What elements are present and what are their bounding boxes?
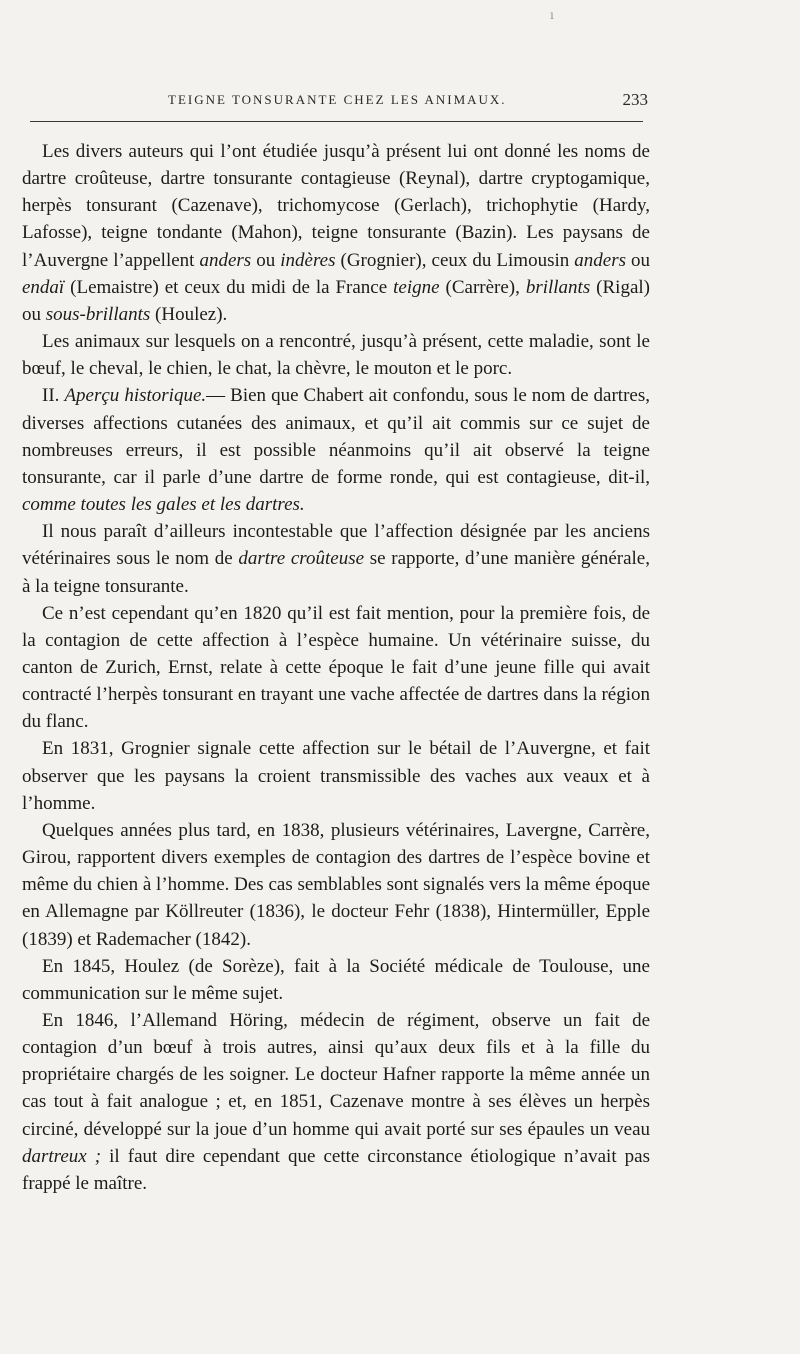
page-number: 233	[622, 90, 648, 109]
italic-text: dartreux ;	[22, 1145, 102, 1167]
text-run: (Houlez).	[150, 303, 228, 325]
text-run: Les divers auteurs qui l’ont étudiée jusqu’à présent lui ont donné les noms de dartre croûteuse, dartre tonsurante contagieuse (Reynal), dartre cryptogamique, herpès tonsurant (Cazenave), trichomycose (Gerlach), trichophytie (Hardy, Lafosse), teigne tondante (Mahon), teigne tonsurante (Bazin). Les paysans de l’Auvergne l’appellent	[22, 141, 650, 271]
italic-text: endaï	[22, 276, 65, 298]
italic-text: sous-brillants	[45, 303, 151, 325]
text-run: ou	[251, 249, 281, 271]
text-run: se rapporte, d’une manière générale, à la teigne tonsurante.	[22, 548, 650, 597]
italic-text: anders	[574, 249, 626, 271]
text-run: il faut dire cependant que cette circonstance étiologique n’avait pas frappé le maître.	[22, 1145, 650, 1194]
text-run: (Carrère),	[439, 276, 526, 298]
text-run: En 1831, Grognier signale cette affection sur le bétail de l’Auvergne, et fait observer que les paysans la croient transmissible des vaches aux veaux et à l’homme.	[22, 738, 650, 814]
text-run: Quelques années plus tard, en 1838, plusieurs vétérinaires, Lavergne, Carrère, Girou, rapportent divers exemples de contagion des dartres de l’espèce bovine et même du chien à l’homme. Des cas semblables sont signalés vers la même époque en Allemagne par Köllreuter (1836), le docteur Fehr (1838), Hintermüller, Epple (1839) et Rademacher (1842).	[22, 819, 650, 950]
italic-text: comme toutes les gales et les dartres.	[22, 494, 305, 516]
paragraph	[22, 735, 650, 816]
paragraph	[22, 328, 650, 382]
paragraph	[22, 953, 650, 1007]
text-run: II.	[42, 385, 65, 407]
text-run: (Rigal) ou	[22, 276, 651, 325]
text-run: En 1846, l’Allemand Höring, médecin de régiment, observe un fait de contagion d’un bœuf à trois autres, ainsi qu’aux deux fils et à la fille du propriétaire chargés de les soigner. Le docteur Hafner rapporte la même année un cas tout à fait analogue ; et, en 1851, Cazenave montre à ses élèves un herpès circiné, développé sur la joue d’un homme qui avait porté sur ses épaules un veau	[22, 1010, 650, 1140]
text-run: (Grognier), ceux du Limousin	[335, 249, 575, 271]
paragraph	[22, 1007, 650, 1197]
text-run: — Bien que Chabert ait confondu, sous le nom de dartres, diverses affections cutanées des animaux, et qu’il ait commis sur ce sujet de nombreuses erreurs, il est possible néanmoins qu’il ait observé la teigne tonsurante, car il parle d’une dartre de forme ronde, qui est contagieuse, dit-il,	[22, 385, 650, 488]
italic-text: dartre croûteuse	[238, 548, 365, 570]
italic-text: anders	[199, 249, 252, 271]
page-header	[40, 92, 648, 114]
text-run: Les animaux sur lesquels on a rencontré, jusqu’à présent, cette maladie, sont le bœuf, le cheval, le chien, le chat, la chèvre, le mouton et le porc.	[22, 331, 650, 380]
paragraph	[22, 518, 650, 599]
paragraph	[22, 138, 650, 328]
italic-text: indères	[280, 249, 336, 271]
text-run: ou	[626, 249, 651, 271]
text-run: En 1845, Houlez (de Sorèze), fait à la Société médicale de Toulouse, une communication sur le même sujet.	[22, 955, 650, 1004]
header-rule	[30, 121, 643, 122]
paragraph	[22, 600, 650, 736]
running-title: TEIGNE TONSURANTE CHEZ LES ANIMAUX.	[168, 92, 507, 107]
paragraph	[22, 382, 650, 518]
italic-text: teigne	[393, 276, 440, 298]
italic-text: Aperçu historique.	[64, 385, 207, 407]
paragraph	[22, 817, 650, 953]
text-run: (Lemaistre) et ceux du midi de la France	[64, 276, 394, 298]
margin-mark: ı	[550, 8, 554, 22]
italic-text: brillants	[525, 276, 591, 298]
text-run: Il nous paraît d’ailleurs incontestable que l’affection désignée par les anciens vétérinaires sous le nom de	[22, 521, 650, 570]
body-text	[22, 138, 650, 1197]
text-run: Ce n’est cependant qu’en 1820 qu’il est fait mention, pour la première fois, de la contagion de cette affection à l’espèce humaine. Un vétérinaire suisse, du canton de Zurich, Ernst, relate à cette époque le fait d’une jeune fille qui avait contracté l’herpès tonsurant en trayant une vache affectée de dartres dans la région du flanc.	[22, 602, 650, 733]
